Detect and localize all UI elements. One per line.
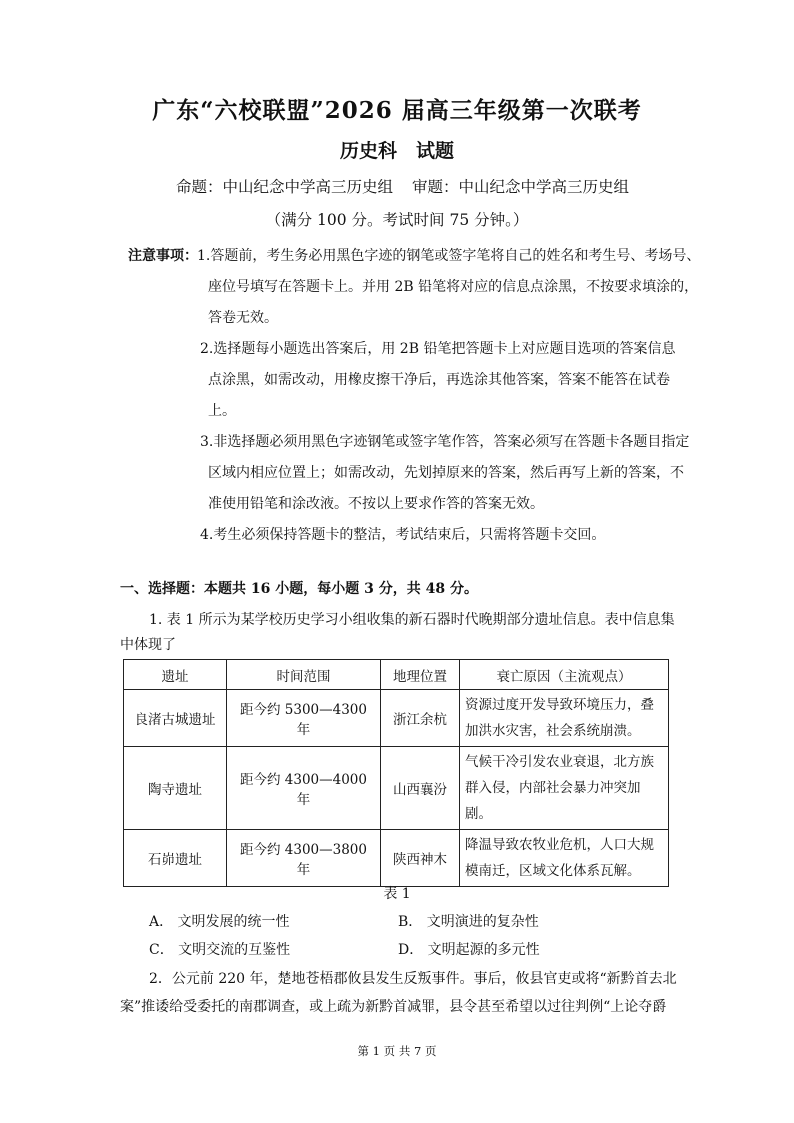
place-cell: 山西襄汾 bbox=[381, 747, 460, 830]
question-2-stem: 2．公元前 220 年，楚地苍梧郡攸县发生反叛事件。事后，攸县官吏或将“新黔首去北 bbox=[149, 971, 677, 987]
reason-line: 资源过度开发导致环境压力，叠 bbox=[465, 697, 654, 713]
reason-line: 加洪水灾害，社会系统崩溃。 bbox=[465, 723, 641, 739]
place-cell: 浙江余杭 bbox=[381, 690, 460, 747]
option-a: A． 文明发展的统一性 bbox=[149, 914, 290, 930]
table-row bbox=[124, 830, 669, 887]
note-line: 准使用铅笔和涂改液。不按以上要求作答的答案无效。 bbox=[208, 496, 544, 512]
option-d: D． 文明起源的多元性 bbox=[398, 942, 540, 958]
question-1-stem: 1. 表 1 所示为某学校历史学习小组收集的新石器时代晚期部分遗址信息。表中信息集 bbox=[149, 612, 675, 628]
time-cell: 距今约 4300—4000 年 bbox=[227, 747, 381, 830]
reason-cell bbox=[460, 690, 669, 747]
option-c: C． 文明交流的互鉴性 bbox=[149, 942, 291, 958]
site-cell: 良渚古城遗址 bbox=[124, 690, 227, 747]
note-line: 上。 bbox=[208, 403, 236, 419]
table-header: 遗址 bbox=[124, 660, 227, 690]
table-header: 地理位置 bbox=[381, 660, 460, 690]
exam-title: 广东“六校联盟”2026 届高三年级第一次联考 bbox=[152, 97, 642, 124]
question-1-stem-cont: 中体现了 bbox=[120, 637, 176, 653]
exam-subtitle: 历史科 试题 bbox=[339, 140, 454, 162]
reason-line: 模南迁，区域文化体系瓦解。 bbox=[465, 863, 641, 879]
question-2-stem-cont: 案”推诿给受委托的南郡调查，或上疏为新黔首减罪，县令甚至希望以过往判例“上论夺爵 bbox=[120, 999, 667, 1015]
note-line: 3.非选择题必须用黑色字迹钢笔或签字笔作答，答案必须写在答题卡各题目指定 bbox=[200, 434, 690, 450]
site-cell: 陶寺遗址 bbox=[124, 747, 227, 830]
score-time-note: （满分 100 分。考试时间 75 分钟。） bbox=[265, 211, 529, 229]
page-footer: 第 1 页 共 7 页 bbox=[357, 1044, 437, 1058]
note-line: 1.答题前，考生务必用黑色字迹的钢笔或签字笔将自己的姓名和考生号、考场号、 bbox=[197, 248, 701, 264]
reason-cell bbox=[460, 830, 669, 887]
reason-line: 气候干冷引发农业衰退，北方族 bbox=[465, 754, 654, 770]
time-cell: 距今约 4300—3800 年 bbox=[227, 830, 381, 887]
reviewer-credit: 审题：中山纪念中学高三历史组 bbox=[412, 178, 630, 196]
table-header: 时间范围 bbox=[227, 660, 381, 690]
place-cell: 陕西神木 bbox=[381, 830, 460, 887]
note-line: 2.选择题每小题选出答案后，用 2B 铅笔把答题卡上对应题目选项的答案信息 bbox=[200, 341, 676, 357]
reason-line: 群入侵，内部社会暴力冲突加 bbox=[465, 780, 641, 796]
note-line: 区域内相应位置上；如需改动，先划掉原来的答案，然后再写上新的答案，不 bbox=[208, 465, 684, 481]
note-line: 座位号填写在答题卡上。并用 2B 铅笔将对应的信息点涂黑，不按要求填涂的， bbox=[208, 279, 699, 295]
sites-table bbox=[123, 659, 669, 887]
setter-credit: 命题：中山纪念中学高三历史组 bbox=[176, 178, 394, 196]
note-line: 点涂黑，如需改动，用橡皮擦干净后，再选涂其他答案，答案不能答在试卷 bbox=[208, 372, 670, 388]
note-line: 4.考生必须保持答题卡的整洁，考试结束后，只需将答题卡交回。 bbox=[200, 527, 606, 543]
reason-cell bbox=[460, 747, 669, 830]
section-heading: 一、选择题：本题共 16 小题，每小题 3 分，共 48 分。 bbox=[120, 581, 478, 597]
credits bbox=[0, 175, 794, 197]
time-cell: 距今约 5300—4300 年 bbox=[227, 690, 381, 747]
table-header-row bbox=[124, 660, 669, 690]
table-caption: 表 1 bbox=[383, 886, 411, 902]
table-row bbox=[124, 747, 669, 830]
table-row bbox=[124, 690, 669, 747]
notes-label: 注意事项： bbox=[128, 248, 198, 264]
option-b: B． 文明演进的复杂性 bbox=[398, 914, 539, 930]
table-header: 衰亡原因（主流观点） bbox=[460, 660, 669, 690]
site-cell: 石峁遗址 bbox=[124, 830, 227, 887]
reason-line: 剧。 bbox=[465, 806, 492, 822]
reason-line: 降温导致农牧业危机，人口大规 bbox=[465, 837, 654, 853]
note-line: 答卷无效。 bbox=[208, 310, 278, 326]
